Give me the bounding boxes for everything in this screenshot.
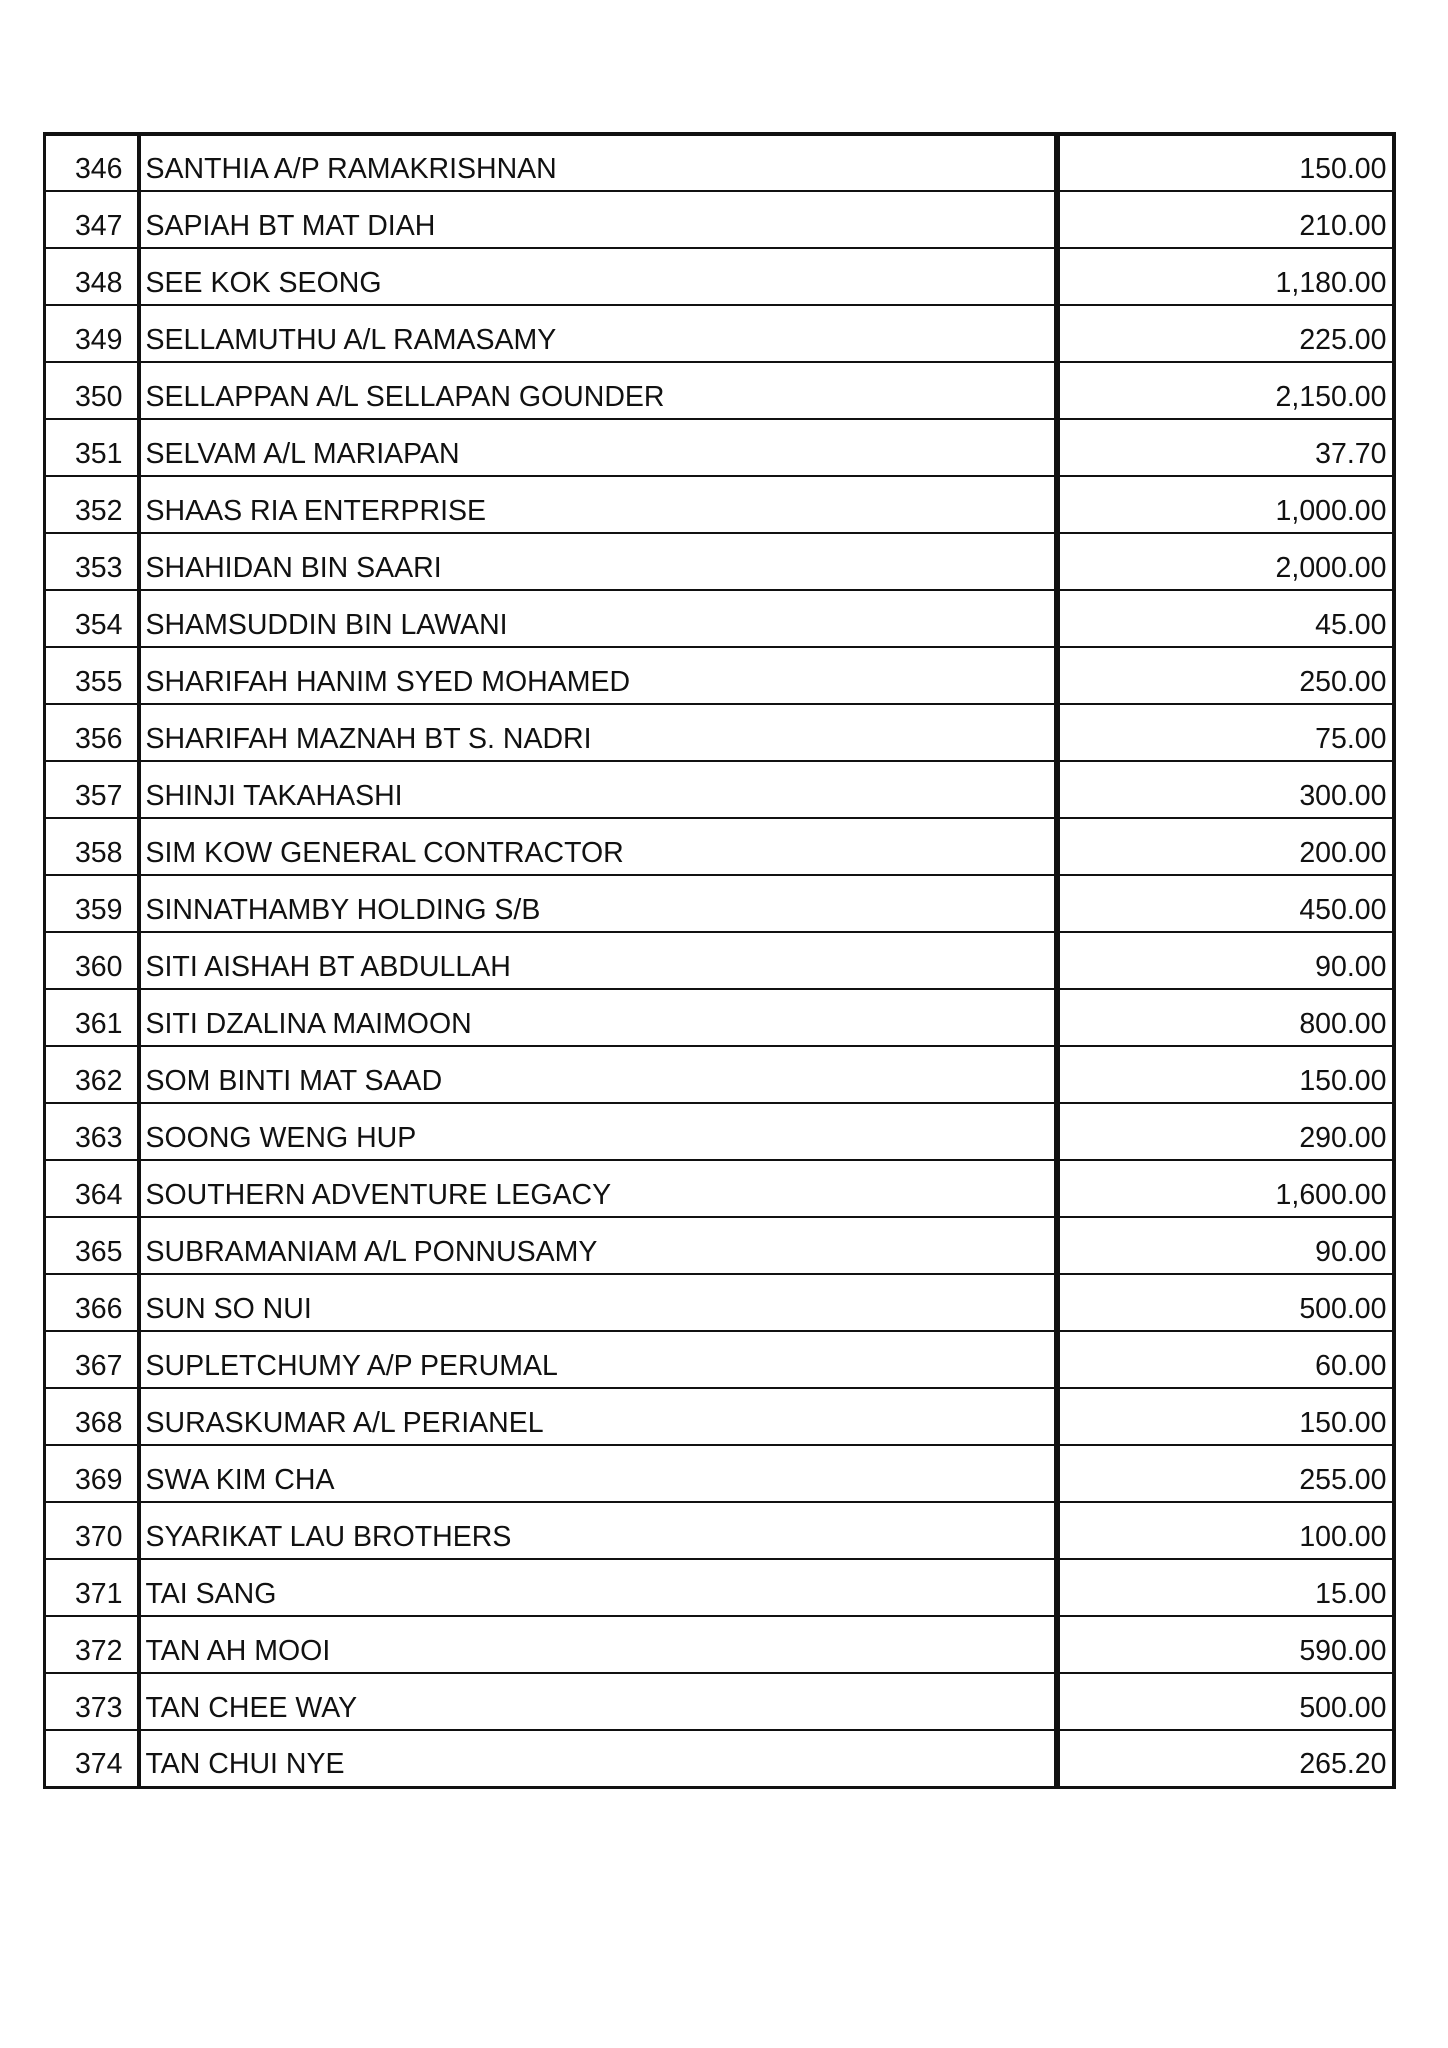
row-number: 350 [45, 362, 139, 419]
payee-name: TAN AH MOOI [139, 1616, 1057, 1673]
row-number: 346 [45, 134, 139, 191]
table-row [45, 1103, 1394, 1160]
payee-name: SOUTHERN ADVENTURE LEGACY [139, 1160, 1057, 1217]
row-number: 358 [45, 818, 139, 875]
row-number: 355 [45, 647, 139, 704]
table-row [45, 1160, 1394, 1217]
row-number: 367 [45, 1331, 139, 1388]
table-row [45, 1445, 1394, 1502]
amount-cell: 250.00 [1057, 647, 1394, 704]
amount-cell: 500.00 [1057, 1673, 1394, 1730]
payee-name: SINNATHAMBY HOLDING S/B [139, 875, 1057, 932]
row-number: 360 [45, 932, 139, 989]
payee-name: SOM BINTI MAT SAAD [139, 1046, 1057, 1103]
amount-cell: 37.70 [1057, 419, 1394, 476]
row-number: 348 [45, 248, 139, 305]
payee-name: SANTHIA A/P RAMAKRISHNAN [139, 134, 1057, 191]
amount-cell: 265.20 [1299, 1748, 1387, 1780]
payee-name: SAPIAH BT MAT DIAH [139, 191, 1057, 248]
amount-cell: 2,000.00 [1057, 533, 1394, 590]
amount-cell: 100.00 [1057, 1502, 1394, 1559]
row-number: 372 [45, 1616, 139, 1673]
payee-name: SURASKUMAR A/L PERIANEL [139, 1388, 1057, 1445]
row-number: 370 [45, 1502, 139, 1559]
table-row [45, 647, 1394, 704]
amount-cell: 150.00 [1057, 1046, 1394, 1103]
row-number: 357 [45, 761, 139, 818]
payee-name: TAI SANG [139, 1559, 1057, 1616]
amount-cell: 2,150.00 [1057, 362, 1394, 419]
payee-name: SHINJI TAKAHASHI [139, 761, 1057, 818]
donor-ledger-table [43, 132, 1396, 1789]
table-row [45, 818, 1394, 875]
row-number: 366 [45, 1274, 139, 1331]
amount-cell: 590.00 [1057, 1616, 1394, 1673]
payee-name: SUN SO NUI [139, 1274, 1057, 1331]
row-number: 352 [45, 476, 139, 533]
row-number: 361 [45, 989, 139, 1046]
row-number: 354 [45, 590, 139, 647]
amount-cell: 15.00 [1057, 1559, 1394, 1616]
row-number: 368 [45, 1388, 139, 1445]
table-row [45, 1388, 1394, 1445]
payee-name: SHARIFAH HANIM SYED MOHAMED [139, 647, 1057, 704]
payee-name: SHAAS RIA ENTERPRISE [139, 476, 1057, 533]
amount-cell: 225.00 [1057, 305, 1394, 362]
table-row [45, 1616, 1394, 1673]
table-row [45, 362, 1394, 419]
amount-cell: 90.00 [1057, 1217, 1394, 1274]
amount-cell: 150.00 [1057, 134, 1394, 191]
row-number: 371 [45, 1559, 139, 1616]
payee-name: SEE KOK SEONG [139, 248, 1057, 305]
payee-name: SHAMSUDDIN BIN LAWANI [139, 590, 1057, 647]
table-row [45, 1502, 1394, 1559]
table-row [45, 419, 1394, 476]
payee-name: SYARIKAT LAU BROTHERS [139, 1502, 1057, 1559]
payee-name: SELVAM A/L MARIAPAN [139, 419, 1057, 476]
payee-name: SITI DZALINA MAIMOON [139, 989, 1057, 1046]
amount-cell: 90.00 [1057, 932, 1394, 989]
payee-name: SHARIFAH MAZNAH BT S. NADRI [139, 704, 1057, 761]
row-number: 359 [45, 875, 139, 932]
payee-name: SITI AISHAH BT ABDULLAH [139, 932, 1057, 989]
payee-name: SELLAMUTHU A/L RAMASAMY [139, 305, 1057, 362]
table-row [45, 248, 1394, 305]
amount-cell: 75.00 [1057, 704, 1394, 761]
table-row [45, 1331, 1394, 1388]
table-row [45, 989, 1394, 1046]
payee-name: SOONG WENG HUP [139, 1103, 1057, 1160]
table-row [45, 1274, 1394, 1331]
table-row [45, 533, 1394, 590]
table-row [45, 761, 1394, 818]
payee-name: TAN CHEE WAY [139, 1673, 1057, 1730]
table-row [45, 704, 1394, 761]
amount-cell: 450.00 [1057, 875, 1394, 932]
payee-name: SELLAPPAN A/L SELLAPAN GOUNDER [139, 362, 1057, 419]
table-row [45, 476, 1394, 533]
payee-name: TAN CHUI NYE [139, 1730, 1057, 1787]
amount-cell: 500.00 [1057, 1274, 1394, 1331]
table-row [45, 1673, 1394, 1730]
table-row [45, 1217, 1394, 1274]
payee-name: SIM KOW GENERAL CONTRACTOR [139, 818, 1057, 875]
amount-cell: 255.00 [1057, 1445, 1394, 1502]
table-row [45, 932, 1394, 989]
row-number: 351 [45, 419, 139, 476]
table-row [45, 590, 1394, 647]
amount-cell: 1,000.00 [1057, 476, 1394, 533]
amount-cell: 1,600.00 [1057, 1160, 1394, 1217]
row-number: 364 [45, 1160, 139, 1217]
row-number: 362 [45, 1046, 139, 1103]
amount-cell: 290.00 [1057, 1103, 1394, 1160]
row-number: 369 [45, 1445, 139, 1502]
table-row [45, 134, 1394, 191]
amount-cell: 60.00 [1057, 1331, 1394, 1388]
row-number: 356 [45, 704, 139, 761]
table-row [45, 305, 1394, 362]
row-number: 353 [45, 533, 139, 590]
row-number: 349 [45, 305, 139, 362]
amount-cell: 800.00 [1057, 989, 1394, 1046]
amount-cell: 210.00 [1057, 191, 1394, 248]
row-number: 373 [45, 1673, 139, 1730]
row-number: 374 [45, 1730, 139, 1787]
amount-cell: 300.00 [1057, 761, 1394, 818]
ledger-body [45, 134, 1394, 1787]
payee-name: SHAHIDAN BIN SAARI [139, 533, 1057, 590]
amount-cell: 150.00 [1057, 1388, 1394, 1445]
payee-name: SUPLETCHUMY A/P PERUMAL [139, 1331, 1057, 1388]
row-number: 363 [45, 1103, 139, 1160]
payee-name: SWA KIM CHA [139, 1445, 1057, 1502]
amount-cell: 1,180.00 [1057, 248, 1394, 305]
payee-name: SUBRAMANIAM A/L PONNUSAMY [139, 1217, 1057, 1274]
table-row [45, 1559, 1394, 1616]
table-row [45, 875, 1394, 932]
amount-cell: 45.00 [1057, 590, 1394, 647]
table-row [45, 191, 1394, 248]
row-number: 365 [45, 1217, 139, 1274]
table-row [45, 1730, 1394, 1787]
amount-cell: 200.00 [1057, 818, 1394, 875]
table-row [45, 1046, 1394, 1103]
row-number: 347 [45, 191, 139, 248]
